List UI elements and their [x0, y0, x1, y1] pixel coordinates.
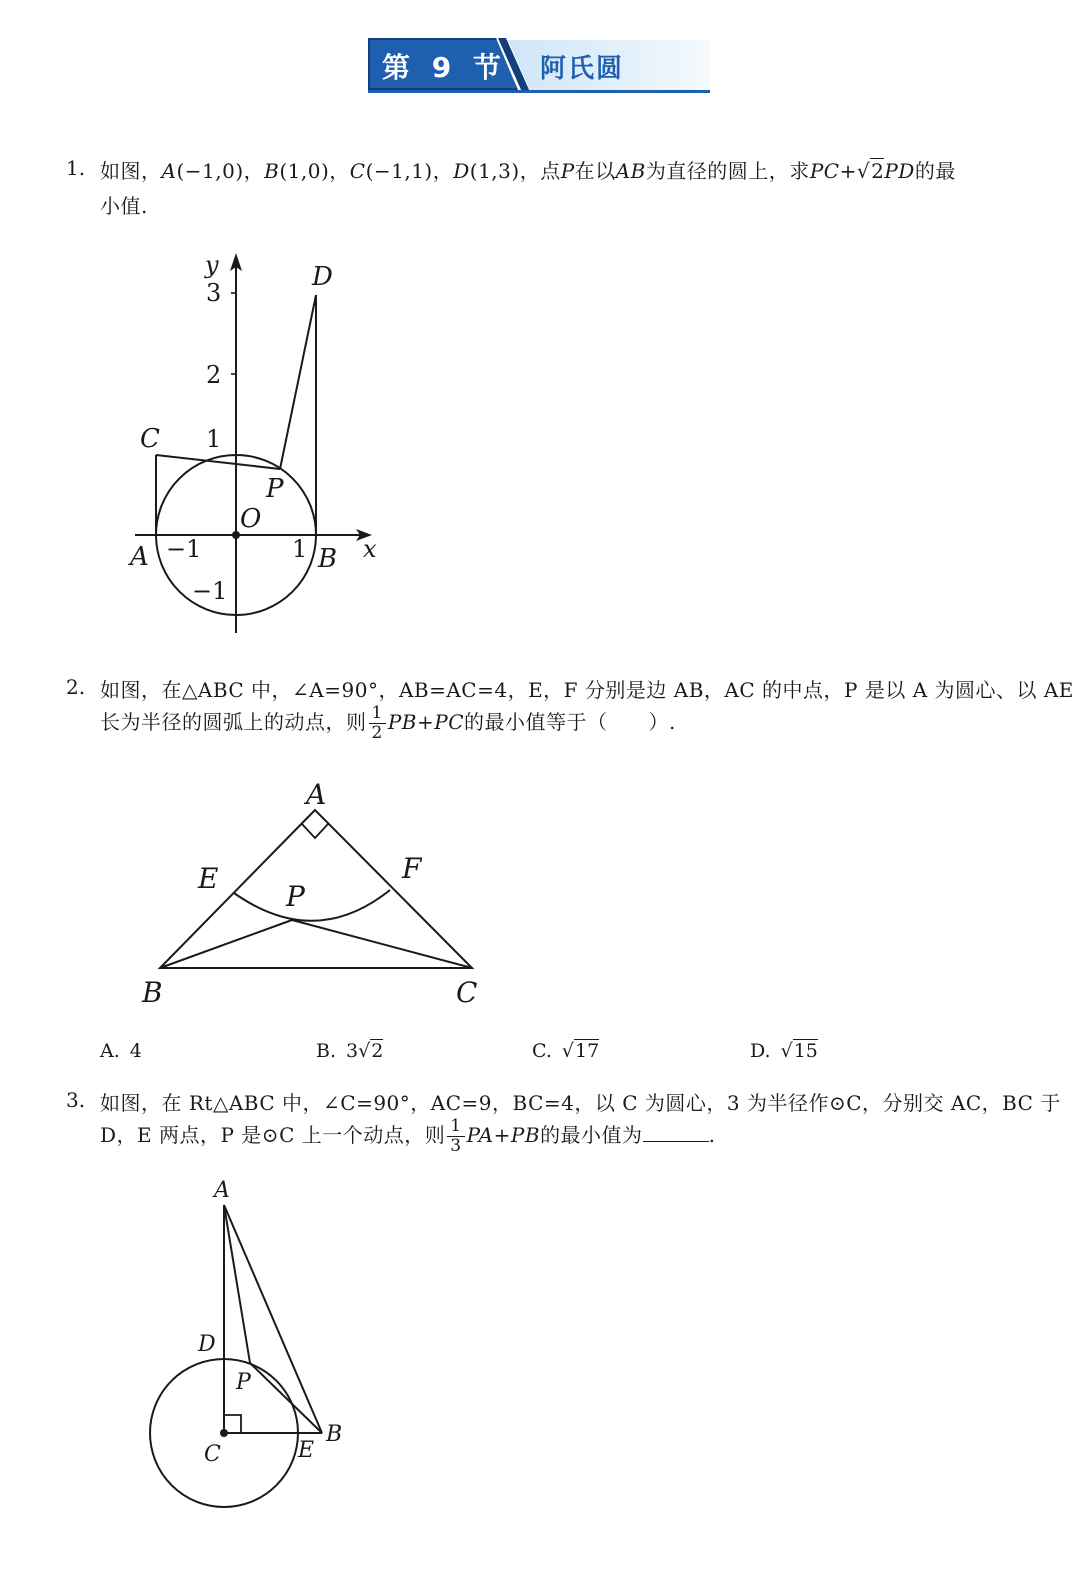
q3-text: .: [708, 1123, 716, 1147]
label-p: P: [236, 1370, 251, 1395]
q3-line2: [100, 1117, 715, 1156]
option-radical: √: [780, 1040, 793, 1062]
label-b: B: [142, 976, 163, 1009]
q3-segment-pb: PB: [510, 1123, 541, 1147]
q2-text: 长为半径的圆弧上的动点，则: [100, 710, 367, 734]
q2-text: 的最小值等于（ ）.: [464, 710, 676, 734]
tick-label-3: 3: [206, 279, 222, 307]
option-letter: B.: [316, 1040, 337, 1062]
q1-point-c: C: [349, 159, 366, 183]
option-letter: C.: [532, 1040, 552, 1062]
q2-option-c[interactable]: [532, 1040, 599, 1062]
origin-dot: [232, 531, 240, 539]
tick-label-xm1: −1: [166, 535, 202, 563]
label-a: A: [306, 778, 327, 811]
q2-fraction: [369, 704, 386, 743]
q1-plus: +: [839, 159, 857, 183]
q3-text: 的最小值为: [540, 1123, 643, 1147]
q2-figure: [140, 780, 500, 1010]
label-d: D: [198, 1332, 216, 1357]
segment-pb: [250, 1363, 322, 1433]
option-radical: √: [561, 1040, 575, 1062]
q1-segment-pd: PD: [884, 159, 915, 183]
q1-coord-c: (−1,1)，: [365, 159, 454, 183]
q2-plus: +: [416, 710, 435, 734]
q2-line2: [100, 704, 676, 743]
q2-frac-num: 1: [369, 704, 386, 724]
q3-figure: [140, 1175, 370, 1515]
q2-line1: 如图，在△ABC 中，∠A=90°，AB=AC=4，E，F 分别是边 AB，AC 的中点，P 是以 A 为圆心、以 AE: [100, 678, 1074, 702]
option-letter: D.: [750, 1040, 771, 1062]
label-d: D: [312, 262, 333, 292]
label-e: E: [198, 862, 219, 895]
label-f: F: [402, 852, 422, 885]
q1-point-b: B: [264, 159, 280, 183]
arc-ef: [234, 890, 390, 921]
q3-number: 3.: [66, 1088, 86, 1112]
q1-line1: [100, 155, 956, 184]
tick-label-2: 2: [206, 361, 222, 389]
q1-coord-a: (−1,0)，: [176, 159, 265, 183]
q1-line2: 小值.: [100, 194, 148, 218]
q1-coord-d: (1,3)，点: [469, 159, 561, 183]
answer-blank[interactable]: [643, 1123, 709, 1142]
q1-radicand: 2: [871, 159, 885, 183]
q1-radical: √: [856, 159, 871, 183]
q2-option-b[interactable]: [316, 1040, 383, 1062]
label-p: P: [286, 880, 305, 913]
q1-text: 在以: [574, 159, 616, 183]
q3-frac-den: 3: [450, 1136, 462, 1156]
q3-frac-num: 1: [447, 1117, 464, 1137]
q1-point-d: D: [453, 159, 470, 183]
section-number: 第 9 节: [382, 51, 507, 84]
segment-ab: [224, 1205, 322, 1433]
option-radicand: 17: [575, 1040, 600, 1062]
label-x: x: [363, 535, 377, 563]
section-banner: [368, 38, 710, 92]
q2-option-d[interactable]: [750, 1040, 818, 1062]
tick-label-1: 1: [206, 425, 222, 453]
segment-pc: [292, 920, 472, 968]
q3-fraction: [447, 1117, 464, 1156]
tick-label-ym1: −1: [192, 577, 228, 605]
q1-point-a: A: [161, 159, 177, 183]
label-c: C: [456, 976, 478, 1009]
label-p: P: [266, 474, 284, 504]
label-y: y: [205, 251, 219, 279]
option-value: 4: [129, 1040, 142, 1062]
q3-plus: +: [493, 1123, 511, 1147]
section-title: 阿氏圆: [540, 54, 625, 84]
q1-figure: [120, 245, 380, 645]
banner-underline: [368, 90, 710, 93]
q2-frac-den: 2: [371, 723, 383, 743]
label-b: B: [326, 1422, 343, 1447]
q1-number: 1.: [66, 156, 86, 180]
q3-line1: 如图，在 Rt△ABC 中，∠C=90°，AC=9，BC=4，以 C 为圆心，3 为半径作⊙C，分别交 AC，BC 于: [100, 1091, 1061, 1115]
q1-segment-pc: PC: [809, 159, 840, 183]
tick-label-x1: 1: [292, 535, 308, 563]
q2-segment-pc: PC: [434, 710, 465, 734]
segment-ap: [224, 1205, 250, 1363]
option-radical: √: [358, 1040, 371, 1062]
center-dot: [220, 1429, 228, 1437]
label-c: C: [140, 424, 160, 454]
segment-bp: [160, 920, 292, 968]
option-radicand: 2: [371, 1040, 384, 1062]
label-c: C: [204, 1442, 221, 1467]
label-a: A: [130, 542, 149, 572]
q1-text: 如图，: [100, 159, 162, 183]
q3-text: D，E 两点，P 是⊙C 上一个动点，则: [100, 1123, 446, 1147]
q1-segment-ab: AB: [615, 159, 646, 183]
q1-coord-b: (1,0)，: [279, 159, 350, 183]
label-o: O: [240, 504, 262, 534]
option-letter: A.: [100, 1040, 120, 1062]
q1-point-p: P: [560, 159, 575, 183]
option-value: 3: [346, 1040, 359, 1062]
option-radicand: 15: [793, 1040, 818, 1062]
q2-number: 2.: [66, 675, 86, 699]
q2-option-a[interactable]: [100, 1040, 142, 1062]
q1-text: 为直径的圆上，求: [645, 159, 810, 183]
label-e: E: [298, 1438, 315, 1463]
q2-segment-pb: PB: [387, 710, 417, 734]
q1-text: 的最: [914, 159, 956, 183]
label-b: B: [318, 544, 338, 574]
segment-pd: [280, 295, 316, 469]
right-angle-mark: [302, 824, 328, 838]
label-a: A: [214, 1178, 230, 1203]
q3-segment-pa: PA: [466, 1123, 494, 1147]
